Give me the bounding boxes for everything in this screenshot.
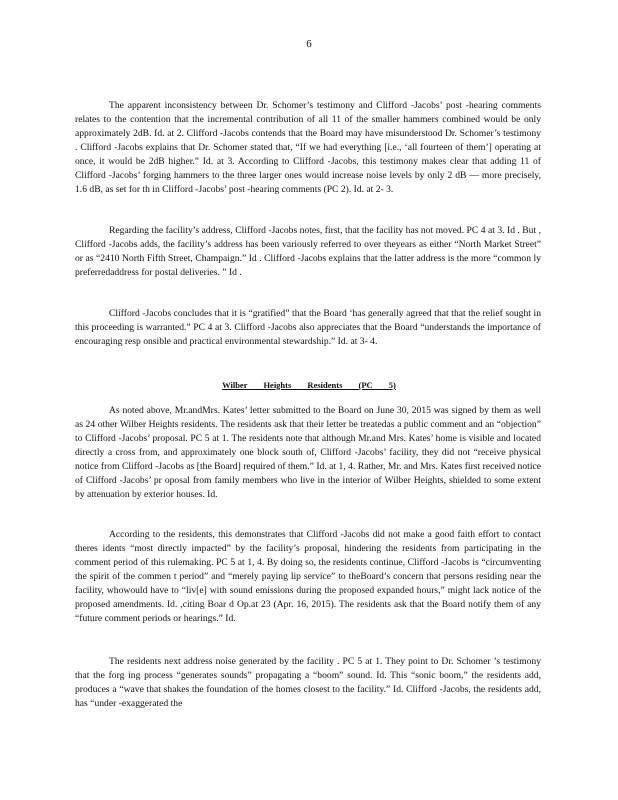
paragraph-noise: The residents next address noise generated by the facility . PC 5 at 1. They point to Dr. Schomer ’s testimony that the forg ing process “generates sounds” propagating a “boom” sound. Id. This “sonic boom,” the residents add, produces a “wave that shakes the foundation of the homes closest to the facility.” Id. Clifford -Jacobs, the residents add, has “under -exaggerated the (75, 656, 541, 709)
paragraph-facility-address: Regarding the facility’s address, Clifford -Jacobs notes, first, that the facility has not moved. PC 4 at 3. Id . But , Clifford -Jacobs adds, the facility’s address has been variously referred to over theyears as either “North Market Street” or as “2410 North Fifth Street, Champaign.” Id . Clifford -Jacobs explains that the latter address is the more “common ly preferredaddress for postal deliveries. ” Id . (75, 225, 541, 278)
page-number: 6 (306, 38, 312, 50)
paragraph-good-faith: According to the residents, this demonstrates that Clifford -Jacobs did not make a good faith effort to contact theres idents “most directly impacted” by the facility’s proposal, hindering the residents from participating in the comment period of this rulemaking. PC 5 at 1, 4. By doing so, the residents continue, Clifford -Jacobs is “circumventing the spirit of the commen t period” and “merely paying lip service” to theBoard’s concern that persons residing near the facility, whowould have to “liv[e] with sound emissions during the proposed expanded hours,” might lack notice of the proposed amendments. Id. ,citing Boar d Op.at 23 (Apr. 16, 2015). The residents ask that the Board notify them of any “future comment periods or hearings.” Id. (75, 529, 541, 624)
paragraph-conclusion: Clifford -Jacobs concludes that it is “gratified” that the Board ‘has generally agreed that that the relief sought in this proceeding is warranted.” PC 4 at 3. Clifford -Jacobs also appreciates that the Board “understands the importance of encouraging resp onsible and practical environmental stewardship.” Id. at 3- 4. (75, 308, 541, 347)
section-heading: Wilber Heights Residents (PC 5) (222, 380, 396, 390)
paragraph-schomer-testimony: The apparent inconsistency between Dr. Schomer’s testimony and Clifford -Jacobs’ post -hearing comments relates to the contention that the incremental contribution of all 11 of the smaller hammers combined would be only approximately 2dB. Id. at 2. Clifford -Jacobs contends that the Board may have misunderstood Dr. Schomer’s testimony . Clifford -Jacobs explains that Dr. Schomer stated that, “If we had everything [i.e., ‘all fourteen of them’] operating at once, it would be 2dB higher.” Id. at 3. According to Clifford -Jacobs, this testimony makes clear that adding 11 of Clifford -Jacobs’ forging hammers to the three larger ones would increase noise levels by only 2 dB — more precisely, 1.6 dB, as set for th in Clifford -Jacobs’ post -hearing comments (PC 2). Id. at 2- 3. (75, 100, 541, 195)
paragraph-kates-letter: As noted above, Mr.andMrs. Kates’ letter submitted to the Board on June 30, 2015 was signed by them as well as 24 other Wilber Heights residents. The residents ask that their letter be treatedas a public comment and an “objection” to Clifford -Jacobs’ proposal. PC 5 at 1. The residents note that although Mr.and Mrs. Kates’ home is visible and located directly a cross from, and approximately one block south of, Clifford -Jacobs’ facility, they did not “receive physical notice from Clifford -Jacobs as [the Board] required of them.” Id. at 1, 4. Rather, Mr. and Mrs. Kates first received notice of Clifford -Jacobs’ pr oposal from family members who live in the interior of Wilber Heights, shielded to some extent by attenuation by exterior houses. Id. (75, 405, 541, 500)
